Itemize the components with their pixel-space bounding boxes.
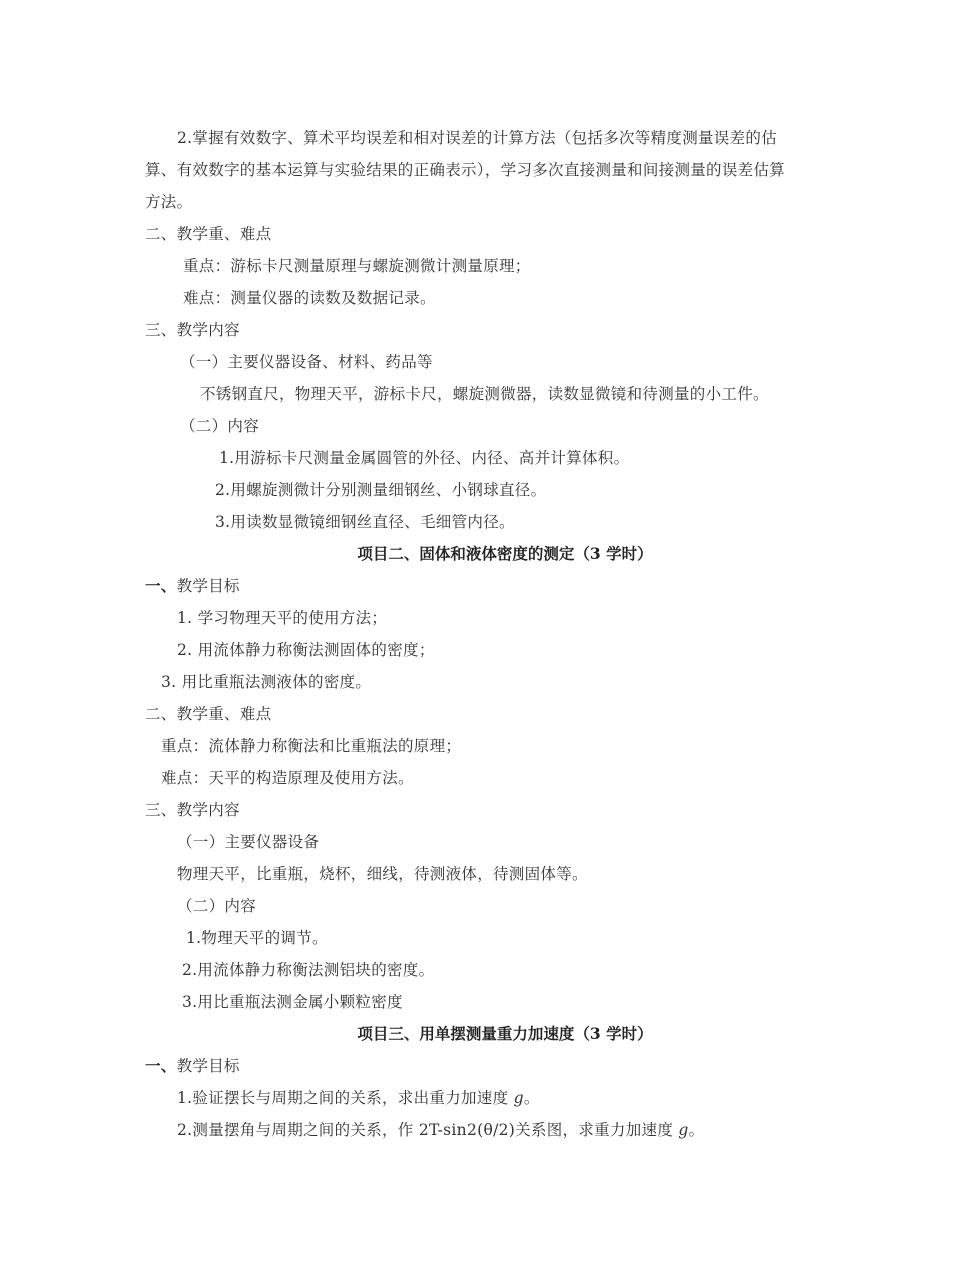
goal-item: 2. 用流体静力称衡法测固体的密度； (177, 641, 435, 659)
list-item: 1.用游标卡尺测量金属圆管的外径、内径、高并计算体积。 (219, 449, 630, 467)
list-item: 3.用比重瓶法测金属小颗粒密度 (182, 993, 403, 1011)
list-item: 2.用流体静力称衡法测铝块的密度。 (182, 961, 435, 979)
items-heading: （二）内容 (180, 417, 260, 435)
list-item: 1.物理天平的调节。 (186, 929, 328, 947)
gravity-symbol: g (513, 1089, 524, 1107)
goal-heading-number: 一、 (145, 1056, 177, 1075)
goal-item: 1. 学习物理天平的使用方法； (177, 609, 388, 627)
goal-text: 1.验证摆长与周期之间的关系，求出重力加速度 (177, 1089, 514, 1107)
items-heading: （二）内容 (177, 897, 257, 915)
goal-2-line-1: 2.掌握有效数字、算术平均误差和相对误差的计算方法（包括多次等精度测量误差的估 (177, 129, 777, 147)
goal-heading-label: 教学目标 (176, 1057, 240, 1075)
difficulty-text: 难点：天平的构造原理及使用方法。 (161, 769, 414, 787)
content-heading: 三、教学内容 (145, 321, 240, 339)
goal-2-line-2: 算、有效数字的基本运算与实验结果的正确表示），学习多次直接测量和间接测量的误差估算 (145, 161, 786, 179)
content-heading: 三、教学内容 (145, 801, 240, 819)
goal-end: 。 (523, 1089, 540, 1107)
goal-heading-number: 一、 (145, 576, 177, 595)
focus-text: 重点：游标卡尺测量原理与螺旋测微计测量原理； (183, 257, 531, 275)
section-title: 项目二、固体和液体密度的测定（3 学时） (357, 544, 653, 563)
goal-item (177, 1088, 540, 1108)
list-item: 2.用螺旋测微计分别测量细钢丝、小钢球直径。 (215, 481, 547, 499)
list-item: 3.用读数显微镜细钢丝直径、毛细管内径。 (215, 513, 515, 531)
goal-heading (145, 1056, 240, 1076)
focus-heading: 二、教学重、难点 (145, 225, 272, 243)
focus-heading: 二、教学重、难点 (145, 705, 272, 723)
goal-text: 2.测量摆角与周期之间的关系，作 2T-sin2(θ/2)关系图，求重力加速度 (177, 1121, 679, 1139)
equipment-heading: （一）主要仪器设备、材料、药品等 (180, 353, 433, 371)
gravity-symbol: g (678, 1121, 689, 1139)
goal-item (177, 1120, 704, 1140)
focus-text: 重点：流体静力称衡法和比重瓶法的原理； (161, 737, 462, 755)
equipment-text: 物理天平，比重瓶，烧杯，细线，待测液体，待测固体等。 (177, 865, 588, 883)
equipment-text: 不锈钢直尺，物理天平，游标卡尺，螺旋测微器，读数显微镜和待测量的小工件。 (200, 385, 769, 403)
goal-heading-label: 教学目标 (176, 577, 240, 595)
goal-2-line-3: 方法。 (145, 193, 193, 211)
difficulty-text: 难点：测量仪器的读数及数据记录。 (183, 289, 436, 307)
goal-item: 3. 用比重瓶法测液体的密度。 (161, 673, 372, 691)
equipment-heading: （一）主要仪器设备 (177, 833, 320, 851)
section-title: 项目三、用单摆测量重力加速度（3 学时） (357, 1024, 653, 1043)
goal-end: 。 (688, 1121, 705, 1139)
goal-heading (145, 576, 240, 596)
